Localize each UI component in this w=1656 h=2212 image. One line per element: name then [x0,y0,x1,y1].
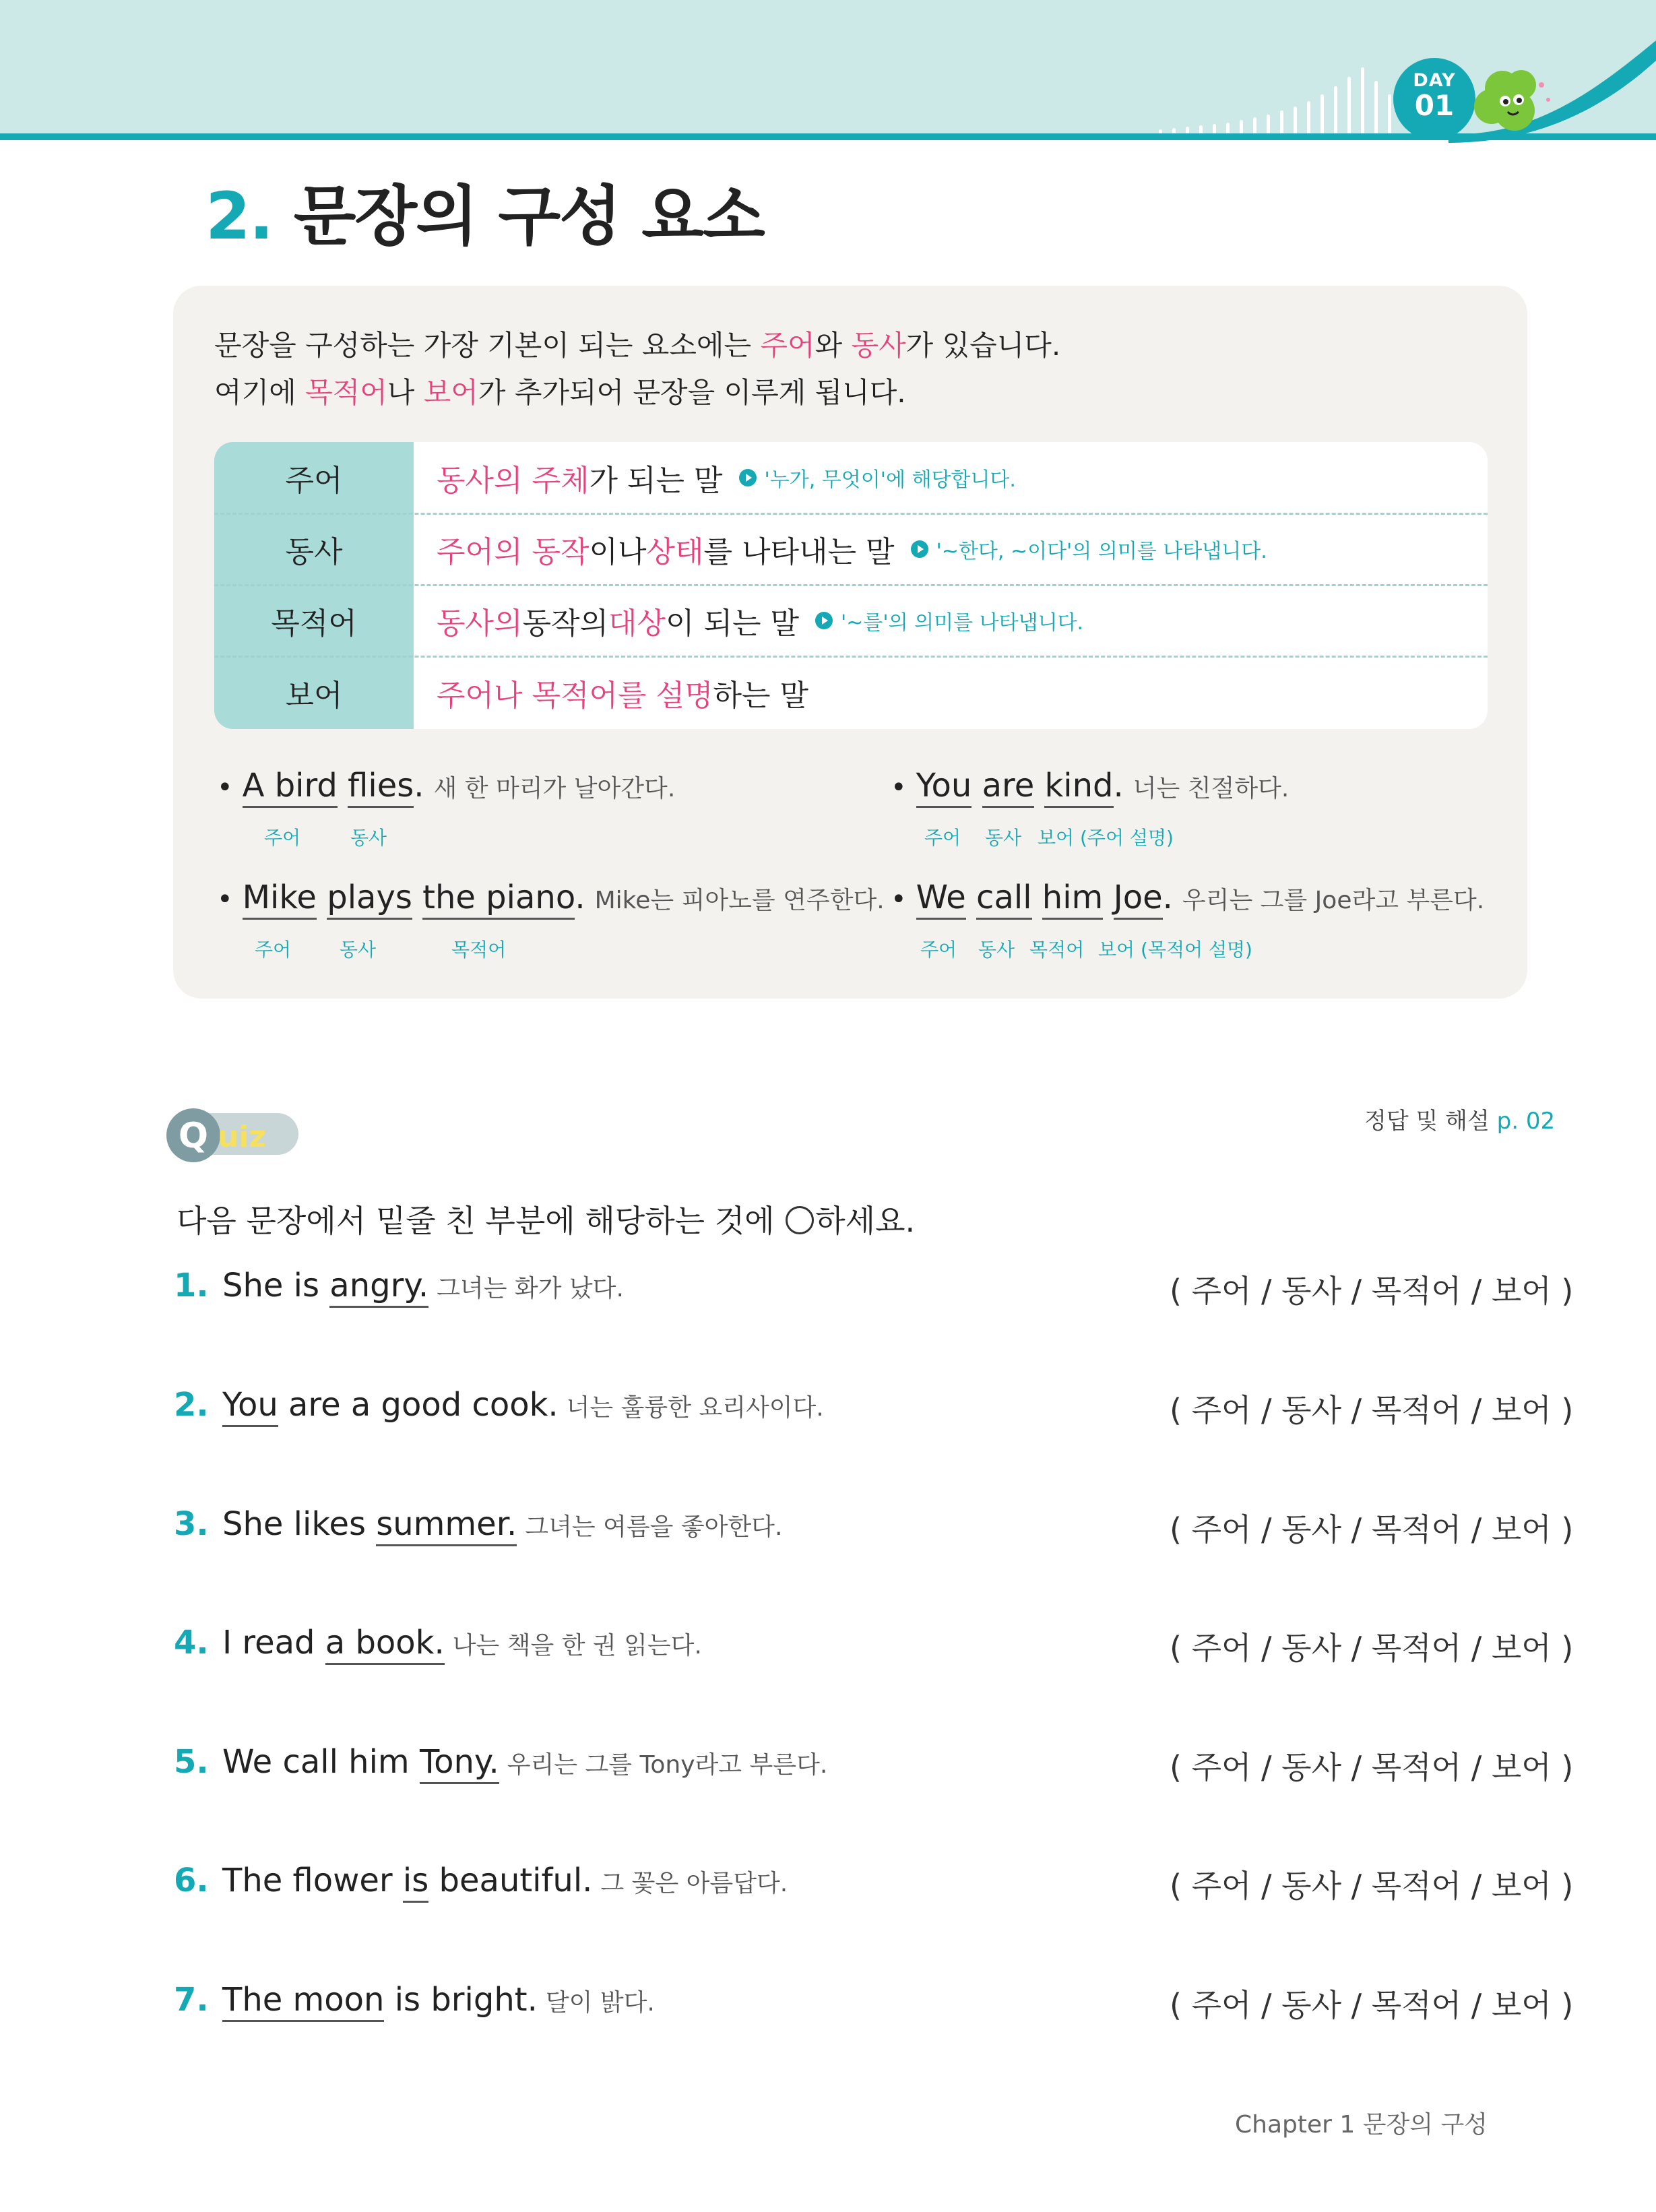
def-body [414,442,1488,513]
ex-word: Mike [243,879,317,920]
ex-period: . [414,767,424,804]
intro-text: 여기에 [214,376,306,409]
def-text: 가 되는 말 [589,464,723,498]
quiz-item [174,1386,824,1424]
question-translation: 그녀는 화가 났다. [437,1275,624,1302]
question-translation: 너는 훌륭한 요리사이다. [566,1394,824,1422]
ex-word: are [982,767,1035,808]
ex-tag: 목적어 [1029,939,1085,961]
ex-period: . [1113,767,1124,804]
quiz-instruction [177,1197,915,1241]
def-note [815,606,1083,635]
def-body [414,585,1488,656]
def-highlight: 주어의 동작 [437,535,590,569]
ex-tag: 주어 [264,827,301,849]
def-text: 하는 말 [713,678,809,713]
row-divider [214,513,1488,515]
question-text: She is [222,1267,330,1304]
question-number: 6. [174,1862,209,1899]
bullet: • [217,884,233,915]
day-label: DAY [1413,70,1456,91]
play-icon [739,469,757,486]
def-row-subject [214,442,1488,513]
question-underlined: angry. [329,1267,428,1308]
ex-tag: 동사 [985,827,1022,849]
def-text: 이나 [589,535,647,569]
ex-tag: 보어 (목적어 설명) [1098,939,1252,961]
mascot-icon [1462,58,1556,139]
instruction-text: 다음 문장에서 밑줄 친 부분에 해당하는 것에 [177,1203,785,1239]
question-underlined: is [403,1862,428,1903]
def-body [414,513,1488,585]
def-text: 이 되는 말 [666,606,800,641]
def-note-text: '누가, 무엇이'에 해당합니다. [764,468,1016,492]
bullet: • [891,772,907,803]
play-icon [911,540,928,558]
quiz-item [174,1505,782,1543]
question-text: are a good cook. [278,1386,559,1424]
quiz-item [174,1624,702,1662]
question-underlined: summer. [376,1505,517,1546]
def-label: 보어 [214,656,414,729]
def-label: 동사 [214,513,414,585]
highlight-verb: 동사 [851,329,906,362]
quiz-logo [165,1105,300,1166]
question-number: 1. [174,1267,209,1304]
def-highlight: 동사의 주체 [437,464,590,498]
play-icon [815,612,833,629]
circle-icon [786,1206,814,1234]
question-text: The flower [222,1862,403,1899]
ex-tag: 보어 (주어 설명) [1038,827,1174,849]
def-highlight: 대상 [608,606,666,641]
ex-word: kind [1044,767,1113,808]
question-text: We call him [222,1743,420,1781]
highlight-subject: 주어 [760,329,815,362]
title-text: 문장의 구성 요소 [293,179,764,254]
def-row-object [214,585,1488,656]
question-text: beautiful. [428,1862,593,1899]
def-text: 동작의 [522,606,609,641]
answer-choices[interactable]: ( 주어 / 동사 / 목적어 / 보어 ) [1170,1630,1574,1666]
quiz-item [174,1743,827,1781]
question-translation: 그녀는 여름을 좋아한다. [525,1513,783,1541]
definition-table [214,442,1488,729]
question-text: She likes [222,1505,377,1543]
def-row-verb [214,513,1488,585]
ex-word: You [916,767,972,808]
header-line [0,133,1656,140]
ex-word: Joe [1114,879,1163,920]
title-number: 2. [205,179,273,254]
bullet: • [217,772,233,803]
def-row-complement [214,656,1488,729]
bullet: • [891,884,907,915]
ex-word: plays [327,879,412,920]
ex-word: A bird [243,767,338,808]
page-title [205,165,764,257]
answer-choices[interactable]: ( 주어 / 동사 / 목적어 / 보어 ) [1170,1749,1574,1786]
answer-reference [1364,1102,1555,1135]
intro-text: 가 있습니다. [905,329,1061,362]
question-number: 5. [174,1743,209,1781]
answer-choices[interactable]: ( 주어 / 동사 / 목적어 / 보어 ) [1170,1868,1574,1904]
question-number: 7. [174,1981,209,2019]
question-underlined: You [222,1386,278,1427]
ex-translation: 우리는 그를 Joe라고 부른다. [1182,887,1485,914]
ex-word: the piano [422,879,575,920]
example-1 [217,767,675,804]
answer-ref-page: p. 02 [1496,1108,1556,1135]
row-divider [214,656,1488,658]
intro-text: 와 [815,329,852,362]
example-2 [891,767,1289,804]
ex-tag: 목적어 [451,939,507,961]
quiz-item [174,1267,624,1304]
row-divider [214,584,1488,586]
ex-tag: 동사 [350,827,387,849]
def-label: 주어 [214,442,414,513]
def-body [414,656,1488,729]
example-4 [891,879,1484,916]
def-note [911,534,1267,564]
decorative-bars [1159,54,1415,135]
def-note-text: '~한다, ~이다'의 의미를 나타냅니다. [936,540,1267,563]
question-text: I read [222,1624,325,1662]
question-number: 4. [174,1624,209,1662]
highlight-object: 목적어 [305,376,387,409]
ex-word: flies [348,767,414,808]
ex-tag: 주어 [924,827,961,849]
intro-text: 가 추가되어 문장을 이루게 됩니다. [478,376,906,409]
quiz-item [174,1981,655,2019]
ex-tag: 동사 [978,939,1015,961]
answer-ref-text: 정답 및 해설 [1364,1108,1490,1135]
page-footer: Chapter 1 문장의 구성 [1235,2111,1488,2139]
ex-translation: Mike는 피아노를 연주한다. [594,887,885,914]
question-translation: 나는 책을 한 권 읽는다. [452,1632,702,1660]
ex-tag: 주어 [255,939,292,961]
def-highlight: 동사의 [437,606,523,641]
question-text: is bright. [384,1981,538,2019]
question-underlined: Tony. [420,1743,499,1784]
intro-line-2 [214,371,906,411]
intro-line-1 [214,323,1060,364]
svg-text:Q: Q [178,1116,209,1156]
answer-choices[interactable]: ( 주어 / 동사 / 목적어 / 보어 ) [1170,1392,1574,1428]
def-note [739,463,1016,493]
question-translation: 달이 밝다. [545,1989,655,2017]
ex-translation: 너는 친절하다. [1133,775,1289,802]
question-number: 2. [174,1386,209,1424]
quiz-logo-text: uiz [218,1120,267,1154]
instruction-text: 하세요. [815,1203,916,1239]
example-3 [217,879,885,916]
question-translation: 그 꽃은 아름답다. [600,1870,788,1897]
ex-translation: 새 한 마리가 날아간다. [433,775,676,802]
def-label: 목적어 [214,585,414,656]
def-highlight: 상태 [646,535,704,569]
quiz-item [174,1862,788,1899]
ex-period: . [1162,879,1173,916]
ex-word: him [1042,879,1104,920]
highlight-complement: 보어 [423,376,478,409]
question-number: 3. [174,1505,209,1543]
ex-word: We [916,879,966,920]
question-underlined: a book. [325,1624,445,1665]
day-number: 01 [1414,89,1455,122]
ex-tag: 동사 [340,939,377,961]
def-text: 를 나타내는 말 [703,535,895,569]
def-highlight: 주어나 목적어를 설명 [437,678,713,713]
question-underlined: The moon [222,1981,384,2022]
question-translation: 우리는 그를 Tony라고 부른다. [507,1751,828,1779]
intro-text: 나 [387,376,424,409]
intro-text: 문장을 구성하는 가장 기본이 되는 요소에는 [214,329,761,362]
answer-choices[interactable]: ( 주어 / 동사 / 목적어 / 보어 ) [1170,1273,1574,1309]
def-note-text: '~를'의 의미를 나타냅니다. [841,611,1084,635]
ex-period: . [575,879,585,916]
ex-tag: 주어 [920,939,957,961]
answer-choices[interactable]: ( 주어 / 동사 / 목적어 / 보어 ) [1170,1987,1574,2023]
answer-choices[interactable]: ( 주어 / 동사 / 목적어 / 보어 ) [1170,1511,1574,1548]
ex-word: call [976,879,1031,920]
